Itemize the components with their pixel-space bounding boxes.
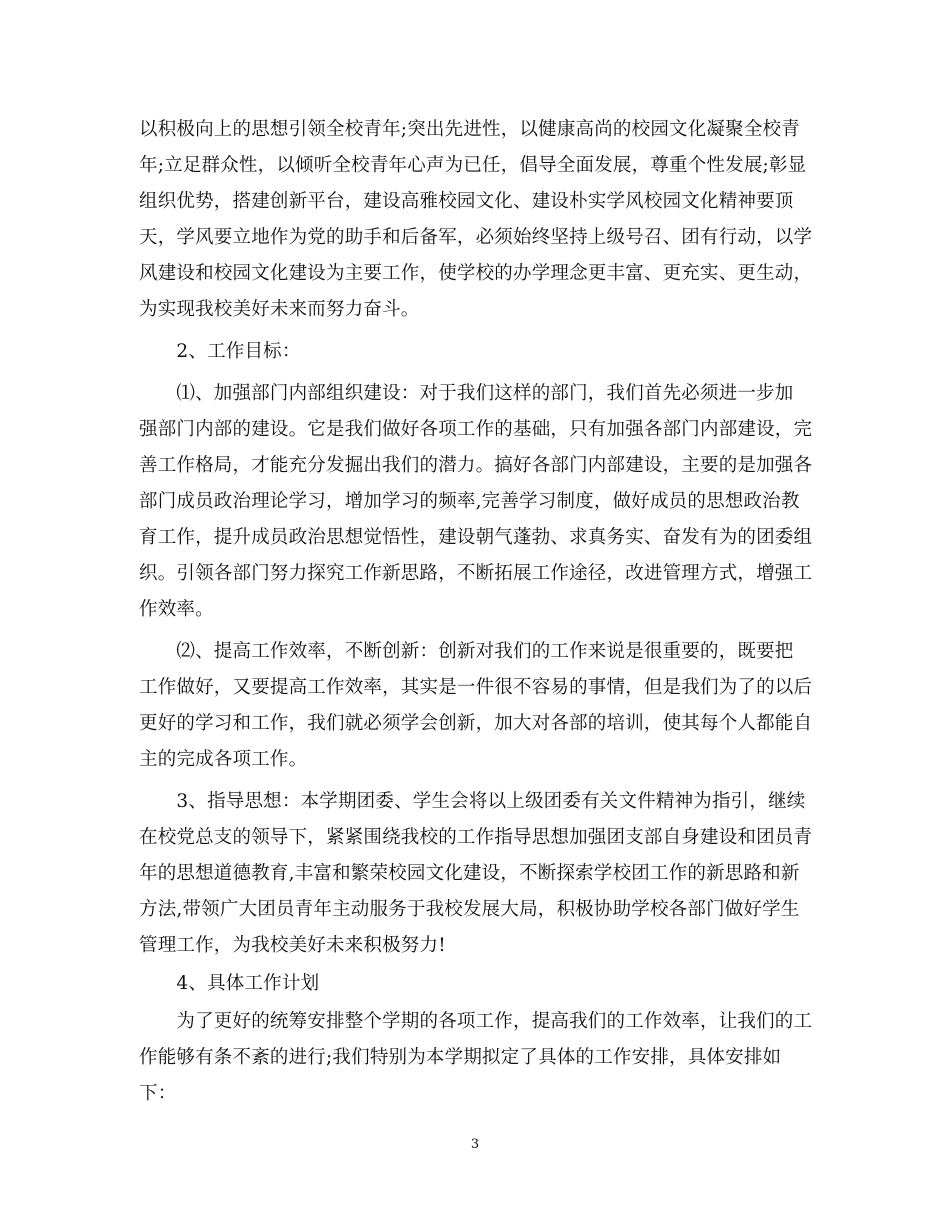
line: 工作做好，又要提高工作效率，其实是一件很不容易的事情，但是我们为了的以后 [139,677,813,698]
line: 作效率。 [139,599,214,620]
line: 方法,带领广大团员青年主动服务于我校发展大局，积极协助学校各部门做好学生 [139,899,800,920]
line: 为实现我校美好未来而努力奋斗。 [139,299,420,320]
line: 天，学风要立地作为党的助手和后备军，必须始终坚持上级号召、团有行动，以学 [139,227,813,248]
line: 以积极向上的思想引领全校青年;突出先进性，以健康高尚的校园文化凝聚全校青 [139,119,800,140]
line: 组织优势，搭建创新平台，建设高雅校园文化、建设朴实学风校园文化精神要顶 [139,191,794,212]
line: 善工作格局，才能充分发掘出我们的潜力。搞好各部门内部建设，主要的是加强各 [139,455,813,476]
paragraph-mission [139,112,815,328]
heading-work-goals [139,334,815,370]
line: 更好的学习和工作，我们就必须学会创新，加大对各部的培训，使其每个人都能自 [139,713,813,734]
paragraph-guiding-ideology [139,784,815,964]
line: 主的完成各项工作。 [139,749,308,770]
line: ⑴、加强部门内部组织建设：对于我们这样的部门，我们首先必须进一步加 [139,383,794,404]
paragraph-goal-2 [139,634,815,778]
line: 为了更好的统筹安排整个学期的各项工作，提高我们的工作效率，让我们的工 [139,1011,813,1032]
line: 年;立足群众性，以倾听全校青年心声为已任，倡导全面发展，尊重个性发展;彰显 [139,155,807,176]
page-number: 3 [470,1137,480,1152]
heading-work-plan [139,966,815,1002]
paragraph-work-plan [139,1004,815,1112]
line: 管理工作，为我校美好未来积极努力! [139,935,446,956]
line: 部门成员政治理论学习，增加学习的频率,完善学习制度，做好成员的思想政治教 [139,491,800,512]
line: 强部门内部的建设。它是我们做好各项工作的基础，只有加强各部门内部建设，完 [139,419,813,440]
line: 作能够有条不紊的进行;我们特别为本学期拟定了具体的工作安排，具体安排如 [139,1047,782,1068]
line: 在校党总支的领导下，紧紧围绕我校的工作指导思想加强团支部自身建设和团员青 [139,827,813,848]
line: 4、具体工作计划 [139,973,320,994]
paragraph-goal-1 [139,376,815,628]
line: 2、工作目标： [139,341,301,362]
line: 风建设和校园文化建设为主要工作，使学校的办学理念更丰富、更充实、更生动， [139,263,813,284]
line: 织。引领各部门努力探究工作新思路，不断拓展工作途径，改进管理方式，增强工 [139,563,813,584]
line: ⑵、提高工作效率，不断创新：创新对我们的工作来说是很重要的，既要把 [139,641,794,662]
line: 育工作，提升成员政治思想觉悟性，建设朝气蓬勃、求真务实、奋发有为的团委组 [139,527,813,548]
line: 年的思想道德教育,丰富和繁荣校园文化建设，不断探索学校团工作的新思路和新 [139,863,800,884]
line: 下： [139,1083,177,1104]
document-body [139,112,815,1112]
line: 3、指导思想：本学期团委、学生会将以上级团委有关文件精神为指引，继续 [139,791,806,812]
